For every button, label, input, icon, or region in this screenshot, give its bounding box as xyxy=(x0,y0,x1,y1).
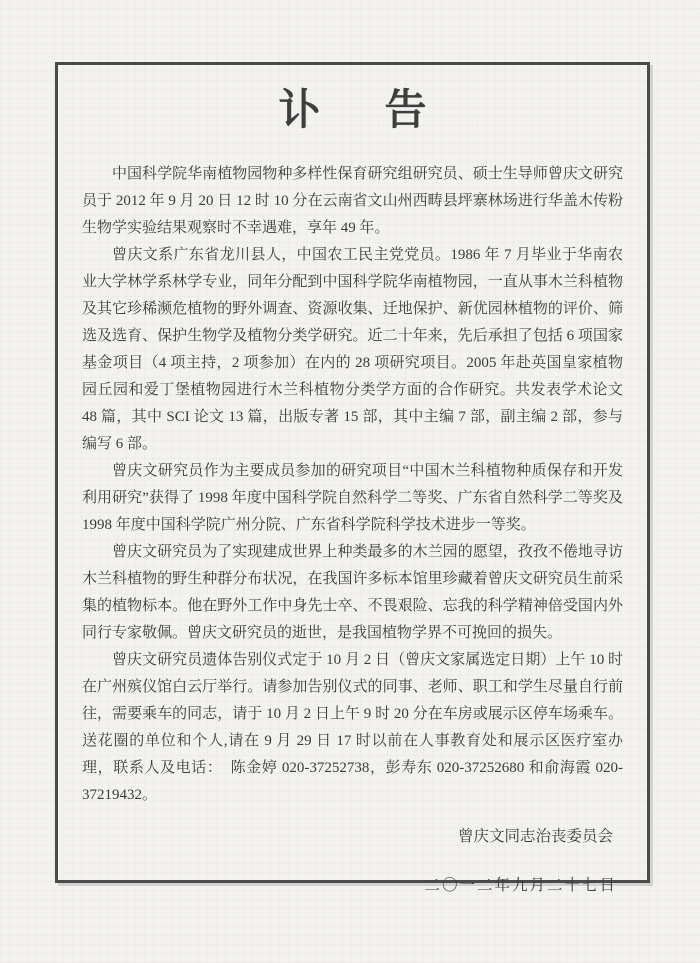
notice-title-char-1: 讣 xyxy=(278,88,321,134)
notice-date: 二〇一二年九月二十七日 xyxy=(424,877,617,894)
notice-paragraph-funeral-arrangements: 曾庆文研究员遗体告别仪式定于 10 月 2 日（曾庆文家属选定日期）上午 10 时在广州殡仪馆白云厅举行。请参加告别仪式的同事、老师、职工和学生尽量自行前往，需要乘车的同志，请于 10 月 2 日上午 9 时 20 分在车房或展示区停车场乘车。送花圈的单位和个人,请在 9 月 29 日 17 时以前在人事教育处和展示区医疗室办理，联系人及电话： 陈金婷 020-37252738，彭寿东 020-37252680 和俞海霞 020-37219432。 xyxy=(82,652,623,803)
notice-title xyxy=(82,87,623,135)
notice-title-char-2: 告 xyxy=(384,88,427,134)
notice-paragraph-death-announcement: 中国科学院华南植物园物种多样性保育研究组研究员、硕士生导师曾庆文研究员于 2012 年 9 月 20 日 12 时 10 分在云南省文山州西畴县坪寨林场进行华盖木传粉生物学实验结果观察时不幸遇难，享年 49 年。 xyxy=(82,166,623,236)
notice-paragraph-tribute: 曾庆文研究员为了实现建成世界上种类最多的木兰园的愿望，孜孜不倦地寻访木兰科植物的野生种群分布状况，在我国许多标本馆里珍藏着曾庆文研究员生前采集的植物标本。他在野外工作中身先士卒、不畏艰险、忘我的科学精神倍受国内外同行专家敬佩。曾庆文研究员的逝世，是我国植物学界不可挽回的损失。 xyxy=(82,544,623,641)
notice-frame xyxy=(55,62,650,894)
notice-paragraph-biography: 曾庆文系广东省龙川县人，中国农工民主党党员。1986 年 7 月毕业于华南农业大学林学系林学专业，同年分配到中国科学院华南植物园，一直从事木兰科植物及其它珍稀濒危植物的野外调查、资源收集、迁地保护、新优园林植物的评价、筛选及选育、保护生物学及植物分类学研究。近二十年来，先后承担了包括 6 项国家基金项目（4 项主持，2 项参加）在内的 28 项研究项目。2005 年赴英国皇家植物园丘园和爱丁堡植物园进行木兰科植物分类学方面的合作研究。共发表学术论文 48 篇，其中 SCI 论文 13 篇，出版专著 15 部，其中主编 7 部，副主编 2 部，参与编写 6 部。 xyxy=(82,247,623,452)
signature-committee: 曾庆文同志治丧委员会 xyxy=(457,828,613,845)
notice-paragraph-awards: 曾庆文研究员作为主要成员参加的研究项目“中国木兰科植物种质保存和开发利用研究”获得了 1998 年度中国科学院自然科学二等奖、广东省自然科学二等奖及 1998 年度中国科学院广州分院、广东省科学院科学技术进步一等奖。 xyxy=(82,463,623,533)
